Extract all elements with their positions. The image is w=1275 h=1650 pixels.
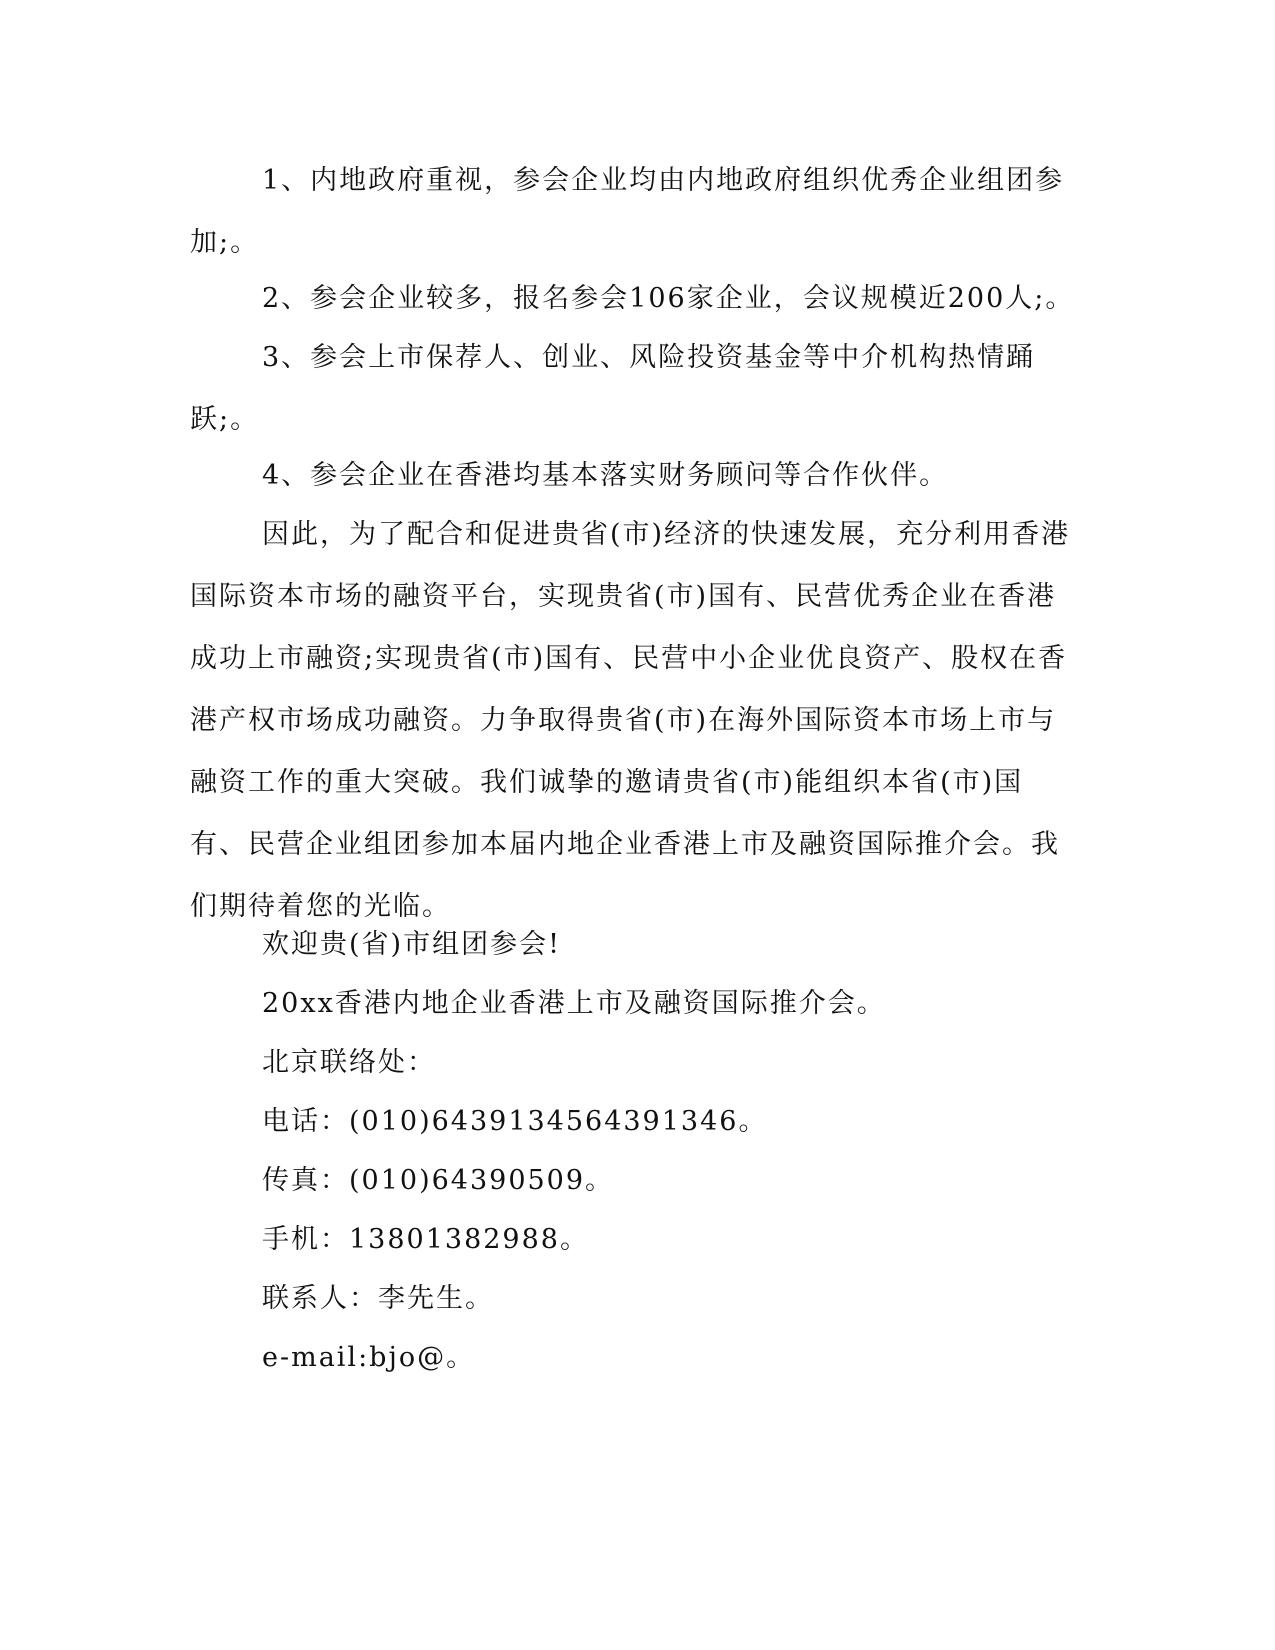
paragraph-item-3: 3、参会上市保荐人、创业、风险投资基金等中介机构热情踊跃;。 xyxy=(190,342,1036,435)
fax-line: 传真：(010)64390509。 xyxy=(262,1165,615,1196)
paragraph-item-4: 4、参会企业在香港均基本落实财务顾问等合作伙伴。 xyxy=(262,460,949,491)
email-line: e-mail:bjo@。 xyxy=(262,1342,476,1373)
mobile-line: 手机：13801382988。 xyxy=(262,1224,589,1255)
office-heading: 北京联络处： xyxy=(262,1047,436,1078)
paragraph-invitation: 因此，为了配合和促进贵省(市)经济的快速发展，充分利用香港国际资本市场的融资平台，实现贵省(市)国有、民营优秀企业在香港成功上市融资;实现贵省(市)国有、民营中小企业优良资产、股权在香港产权市场成功融资。力争取得贵省(市)在海外国际资本市场上市与融资工作的重大突破。我们诚挚的邀请贵省(市)能组织本省(市)国有、民营企业组团参加本届内地企业香港上市及融资国际推介会。我们期待着您的光临。 xyxy=(190,519,1071,922)
welcome-line: 欢迎贵(省)市组团参会! xyxy=(262,929,561,960)
paragraph-item-2: 2、参会企业较多，报名参会106家企业，会议规模近200人;。 xyxy=(262,283,1075,314)
paragraph-item-1: 1、内地政府重视，参会企业均由内地政府组织优秀企业组团参加;。 xyxy=(190,165,1065,258)
phone-line: 电话：(010)6439134564391346。 xyxy=(262,1106,768,1137)
event-name: 20xx香港内地企业香港上市及融资国际推介会。 xyxy=(262,988,886,1019)
contact-person-line: 联系人：李先生。 xyxy=(262,1283,494,1314)
